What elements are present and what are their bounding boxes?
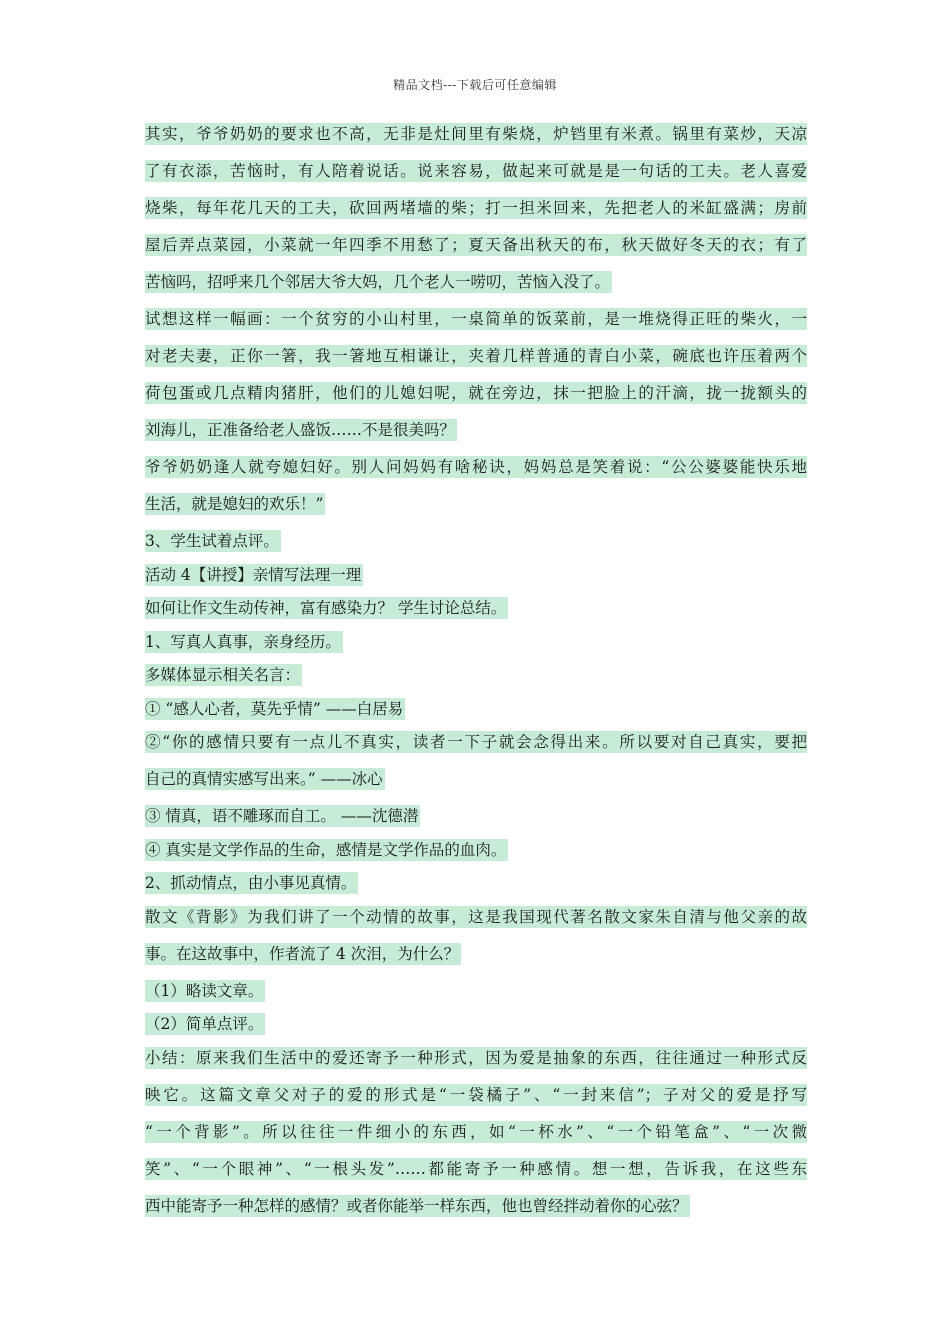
line-text: 2、抓动情点，由小事见真情。 (145, 874, 357, 892)
line-text: 映它。这篇文章父对子的爱的形式是“一袋橘子”、“一封来信”；子对父的爱是抒写 (145, 1085, 807, 1104)
line-text: 如何让作文生动传神，富有感染力？ 学生讨论总结。 (145, 599, 507, 617)
text-line (145, 1158, 807, 1195)
line-text: 刘海儿，正准备给老人盛饭……不是很美吗？ (145, 421, 456, 439)
line-text: ④ 真实是文学作品的生命，感情是文学作品的血肉。 (145, 840, 507, 859)
text-line (145, 197, 807, 234)
line-text: 1、写真人真事，亲身经历。 (145, 632, 341, 651)
text-line (145, 839, 807, 873)
line-text: 多媒体显示相关名言： (145, 666, 301, 684)
text-line (145, 271, 807, 308)
paragraph (145, 597, 807, 631)
paragraph (145, 1047, 807, 1232)
line-text: 试想这样一幅画：一个贫穷的小山村里，一桌简单的饭菜前，是一堆烧得正旺的柴火，一 (145, 310, 807, 328)
line-text: （1）略读文章。 (145, 981, 264, 1000)
text-line (145, 1084, 807, 1121)
document-body (145, 123, 807, 1232)
paragraph (145, 123, 807, 308)
quote-item (145, 731, 807, 805)
line-text: ① “感人心者，莫先乎情” ——白居易 (145, 699, 404, 718)
line-text: 苦恼吗，招呼来几个邻居大爷大妈，几个老人一唠叨，苦恼入没了。 (145, 273, 611, 291)
quote-item (145, 698, 807, 732)
section-heading (145, 564, 807, 598)
text-line (145, 1195, 807, 1232)
text-line (145, 456, 807, 493)
text-line (145, 564, 807, 598)
text-line (145, 530, 807, 564)
text-line (145, 943, 807, 980)
quote-item (145, 805, 807, 839)
paragraph (145, 308, 807, 456)
text-line (145, 308, 807, 345)
paragraph (145, 906, 807, 980)
line-text: 其实，爷爷奶奶的要求也不高，无非是灶间里有柴烧，炉铛里有米煮。锅里有菜炒，天凉 (145, 125, 807, 143)
line-text: 活动 4【讲授】亲情写法理一理 (145, 565, 362, 584)
line-text: 了有衣添，苦恼时，有人陪着说话。说来容易，做起来可就是是一句话的工夫。老人喜爱 (145, 162, 807, 180)
text-line (145, 1047, 807, 1084)
line-text: 事。在这故事中，作者流了 4 次泪，为什么？ (145, 944, 460, 963)
text-line (145, 768, 807, 805)
text-line (145, 731, 807, 768)
text-line (145, 123, 807, 160)
line-text: 散文《背影》为我们讲了一个动情的故事，这是我国现代著名散文家朱自清与他父亲的故 (145, 907, 807, 926)
paragraph (145, 980, 807, 1014)
text-line (145, 1121, 807, 1158)
paragraph (145, 631, 807, 665)
line-text: ②“你的感情只要有一点儿不真实，读者一下子就会念得出来。所以要对自己真实，要把 (145, 733, 807, 751)
line-text: 烧柴，每年花几天的工夫，砍回两堵墙的柴；打一担米回来，先把老人的米缸盛满；房前 (145, 199, 807, 217)
text-line (145, 493, 807, 530)
text-line (145, 1013, 807, 1047)
text-line (145, 382, 807, 419)
line-text: 生活，就是媳妇的欢乐！” (145, 495, 324, 513)
paragraph (145, 1013, 807, 1047)
text-line (145, 872, 807, 906)
text-line (145, 805, 807, 839)
text-line (145, 234, 807, 271)
line-text: 对老夫妻，正你一箸，我一箸地互相谦让，夹着几样普通的青白小菜，碗底也许压着两个 (145, 347, 807, 365)
line-text: 小结：原来我们生活中的爱还寄予一种形式，因为爱是抽象的东西，往往通过一种形式反 (145, 1048, 807, 1067)
text-line (145, 906, 807, 943)
text-line (145, 419, 807, 456)
paragraph (145, 872, 807, 906)
line-text: 西中能寄予一种怎样的感情？或者你能举一样东西，他也曾经拌动着你的心弦？ (145, 1196, 688, 1215)
quote-item (145, 839, 807, 873)
line-text: 笑”、“一个眼神”、“一根头发”……都能寄予一种感情。想一想，告诉我，在这些东 (145, 1159, 807, 1178)
line-text: 自己的真情实感写出来。” ——冰心 (145, 770, 383, 788)
page-header: 精品文档---下载后可任意编辑 (393, 78, 557, 92)
paragraph (145, 664, 807, 698)
text-line (145, 345, 807, 382)
line-text: 爷爷奶奶逢人就夸媳妇好。别人问妈妈有啥秘诀，妈妈总是笑着说：“公公婆婆能快乐地 (145, 458, 807, 476)
text-line (145, 597, 807, 631)
text-line (145, 980, 807, 1014)
text-line (145, 160, 807, 197)
text-line (145, 664, 807, 698)
line-text: 荷包蛋或几点精肉猪肝，他们的儿媳妇呢，就在旁边，抹一把脸上的汗滴，拢一拢额头的 (145, 384, 807, 402)
line-text: “一个背影”。所以往往一件细小的东西，如“一杯水”、“一个铅笔盒”、“一次微 (145, 1122, 807, 1141)
paragraph (145, 530, 807, 564)
line-text: 屋后弄点菜园，小菜就一年四季不用愁了；夏天备出秋天的布，秋天做好冬天的衣；有了 (145, 236, 807, 254)
text-line (145, 631, 807, 665)
line-text: ③ 情真，语不雕琢而自工。 ——沈德潜 (145, 807, 419, 825)
paragraph (145, 456, 807, 530)
text-line (145, 698, 807, 732)
line-text: 3、学生试着点评。 (145, 532, 279, 550)
line-text: （2）简单点评。 (145, 1015, 264, 1033)
